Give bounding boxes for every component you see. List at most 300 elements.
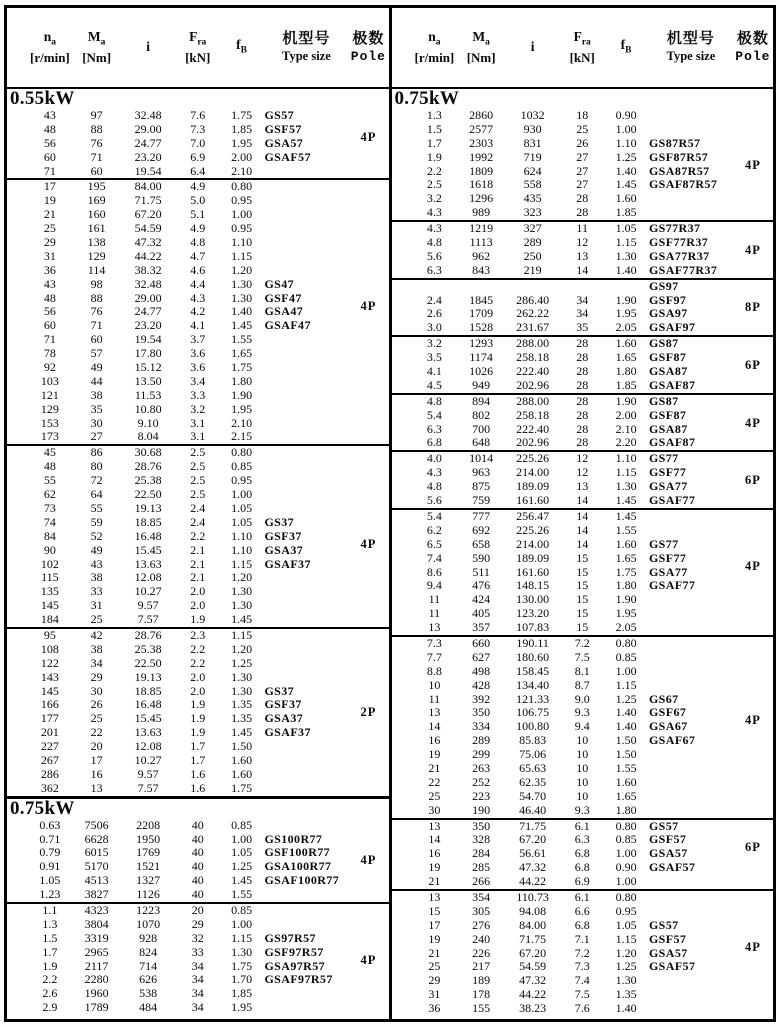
fra-cell: 7.5 [574,987,590,1002]
fra-cell: 6.3 [574,832,590,847]
na-cell: 7.3 [426,635,442,650]
na-cell: 3.2 [426,336,442,351]
fra-cell: 7.4 [574,973,590,988]
na-cell: 1.1 [42,902,58,917]
ratio-cell: 67.20 [519,832,547,847]
type-size-label [649,621,733,635]
spec-row [7,446,389,460]
ratio-cell: 30.68 [134,445,162,460]
ratio-cell: 19.54 [134,332,162,347]
ratio-cell: 289 [523,235,542,250]
fb-cell: 1.50 [615,747,637,762]
type-size-label: GSA97 [648,306,688,321]
ratio-cell: 435 [523,191,542,206]
spec-row [392,593,774,607]
na-cell [411,280,459,294]
type-size-label: GSA37 [264,711,304,726]
type-size-label: GS67 [648,691,679,706]
fb-cell: 1.60 [615,191,637,206]
na-cell: 6.3 [426,421,442,436]
ratio-cell [504,280,561,294]
fb-cell: 1.00 [615,846,637,861]
fb-cell: 0.95 [231,473,253,488]
type-size-label: GSA97R57 [264,958,325,973]
fra-cell: 6.8 [574,846,590,861]
fra-cell: 2.2 [190,655,206,670]
pole-label: 4P [360,536,377,551]
ratio-cell: 538 [139,986,158,1001]
ratio-cell: 262.22 [516,306,550,321]
ratio-cell: 75.06 [519,747,547,762]
spec-row [392,988,774,1002]
fb-cell: 1.20 [231,570,253,585]
fra-cell: 10 [576,747,589,762]
ma-cell: 660 [472,635,491,650]
ma-cell: 334 [472,719,491,734]
ratio-cell: 1070 [136,916,161,931]
fb-cell: 1.20 [615,945,637,960]
na-cell: 143 [40,669,59,684]
fra-cell: 40 [191,845,204,860]
ma-cell: 160 [87,207,106,222]
fb-cell: 1.60 [231,766,253,781]
ratio-cell: 71.75 [519,818,547,833]
ratio-cell: 47.32 [519,973,547,988]
ma-cell: 2965 [84,944,109,959]
fra-cell: 34 [191,1000,204,1015]
spec-row [7,194,389,208]
ratio-cell: 484 [139,1000,158,1015]
ratio-cell: 202.96 [516,435,550,450]
ma-cell: 49 [90,360,103,375]
fb-cell: 1.10 [231,235,253,250]
spec-row [392,552,774,566]
section-title: 0.75kW [394,88,460,109]
fra-cell: 11 [576,221,588,236]
ma-cell: 97 [90,108,103,122]
spec-block [7,902,389,1015]
spec-row [7,319,389,333]
na-cell: 0.91 [39,859,61,874]
fb-cell: 1.05 [231,514,253,529]
type-size-label: GS57 [648,818,679,833]
fb-cell: 1.40 [615,719,637,734]
type-size-label: GSAF77 [648,578,696,593]
na-cell: 5.4 [426,508,442,523]
type-size-label: GSA47 [264,304,304,319]
fra-cell: 15 [576,578,589,593]
pole-label: 8P [745,300,761,315]
na-cell: 5.6 [426,248,442,263]
type-size-label [264,819,348,833]
ma-cell: 266 [472,874,491,889]
fra-cell: 28 [576,435,589,450]
fb-cell: 1.60 [615,536,637,551]
ratio-cell: 161.60 [516,493,550,508]
fra-cell: 6.1 [574,889,590,904]
fb-cell: 1.95 [615,306,637,321]
ma-cell: 178 [472,987,491,1002]
type-size-label: GSA57 [264,135,304,150]
fb-cell: 1.95 [231,135,253,150]
ratio-cell: 9.57 [137,598,159,613]
ma-cell: 802 [472,407,491,422]
ma-cell: 98 [90,276,103,291]
ratio-cell: 9.57 [137,766,159,781]
na-cell: 4.3 [426,221,442,236]
fra-cell: 4.6 [190,262,206,277]
fb-cell: 1.55 [615,760,637,775]
na-cell: 6.8 [426,435,442,450]
spec-row [392,804,774,818]
spec-row [7,502,389,516]
na-cell: 29 [43,235,56,250]
fra-cell: 2.5 [190,473,206,488]
fb-cell: 1.65 [615,788,637,803]
fb-cell: 0.90 [615,860,637,875]
fb-cell: 1.60 [615,774,637,789]
ma-cell: 52 [90,528,103,543]
na-cell: 1.23 [39,887,61,902]
fb-cell: 1.40 [231,304,253,319]
fb-cell: 1.00 [231,916,253,931]
ma-cell: 350 [472,705,491,720]
column-header-type-size: 机型号 Type size [666,31,716,64]
spec-block [392,635,774,818]
spec-row [392,720,774,734]
fb-cell: 1.55 [615,522,637,537]
fra-cell: 1.9 [190,725,206,740]
ratio-cell: 44.22 [134,248,162,263]
ratio-cell: 19.13 [134,500,162,515]
ratio-cell: 180.60 [516,649,550,664]
na-cell: 1.5 [42,930,58,945]
fra-cell: 4.4 [190,276,206,291]
type-size-label [264,629,348,643]
ratio-cell: 19.54 [134,163,162,178]
na-cell: 11 [428,592,441,607]
fb-cell: 1.15 [231,248,253,263]
ma-cell: 13 [90,780,103,795]
fra-cell: 20 [191,902,204,917]
ratio-cell: 12.08 [134,739,162,754]
fra-cell: 15 [576,606,589,621]
fra-cell: 7.3 [190,121,206,136]
type-size-label [264,474,348,488]
fb-cell: 1.45 [231,318,253,333]
fb-cell: 1.45 [231,612,253,627]
spec-row [7,754,389,768]
ma-cell: 33 [90,584,103,599]
fb-cell: 1.25 [231,655,253,670]
ma-cell: 357 [472,620,491,635]
type-size-label: GS47 [264,276,295,291]
na-cell: 15 [428,903,441,918]
spec-row [392,607,774,621]
column-header-fra: $F_{ra}$ [kN] [185,29,211,65]
spec-row [392,365,774,379]
spec-row [7,361,389,375]
fb-cell: 1.35 [615,987,637,1002]
spec-row [7,109,389,123]
fra-cell: 14 [576,536,589,551]
ratio-cell: 7.57 [137,780,159,795]
ma-cell: 88 [90,290,103,305]
ma-cell: 5170 [84,859,109,874]
fra-cell: 27 [576,163,589,178]
ma-cell: 276 [472,917,491,932]
ma-cell: 49 [90,542,103,557]
ratio-cell: 67.20 [134,207,162,222]
fb-cell: 1.10 [615,451,637,466]
fb-cell: 1.05 [231,500,253,515]
type-size-label: GS37 [264,683,295,698]
ratio-cell: 107.83 [516,620,550,635]
type-size-label [264,904,348,918]
type-size-label [649,524,733,538]
type-size-label: GSAF87R57 [648,177,718,192]
spec-row [7,599,389,613]
type-size-label: GSA57 [648,945,688,960]
fra-cell: 9.0 [574,691,590,706]
type-size-label [649,988,733,1002]
ratio-cell: 1223 [136,902,161,917]
fra-cell: 33 [191,944,204,959]
type-size-label: GS97R57 [264,930,316,945]
na-cell: 2.4 [426,292,442,307]
fb-cell: 2.10 [615,421,637,436]
ma-cell: 1219 [469,221,494,236]
spec-block [392,450,774,508]
type-size-label [649,905,733,919]
fra-cell: 34 [191,986,204,1001]
ma-cell: 169 [87,193,106,208]
spec-row [392,861,774,875]
na-cell: 11 [428,691,441,706]
fb-cell: 1.05 [615,221,637,236]
ratio-cell: 558 [523,177,542,192]
ratio-cell: 8.04 [137,429,159,444]
ma-cell: 252 [472,774,491,789]
ratio-cell: 214.00 [516,536,550,551]
spec-row [7,698,389,712]
fra-cell: 2.1 [190,556,206,571]
spec-row [7,558,389,572]
fb-cell: 1.30 [231,683,253,698]
type-size-label [649,891,733,905]
ma-cell: 59 [90,514,103,529]
ma-cell: 1709 [469,306,494,321]
type-size-label: GS97 [648,278,679,293]
spec-row [392,621,774,635]
na-cell: 121 [40,387,59,402]
fb-cell: 1.05 [615,917,637,932]
spec-row [7,347,389,361]
na-cell: 14 [428,719,441,734]
na-cell: 73 [43,500,56,515]
ratio-cell: 134.40 [516,677,550,692]
spec-row [392,178,774,192]
fra-cell: 6.6 [574,903,590,918]
fb-cell: 1.40 [615,163,637,178]
ratio-cell: 29.00 [134,290,162,305]
fra-cell: 40 [191,873,204,888]
fb-cell: 1.80 [615,802,637,817]
na-cell: 267 [40,752,59,767]
ma-cell: 777 [472,508,491,523]
spec-row [7,389,389,403]
fb-cell: 1.75 [615,564,637,579]
ma-cell: 60 [90,163,103,178]
spec-row [392,891,774,905]
ma-cell: 1789 [84,1000,109,1015]
fra-cell: 14 [576,508,589,523]
ratio-cell: 231.67 [516,320,550,335]
type-size-label: GSF87 [648,407,687,422]
na-cell: 13 [428,818,441,833]
na-cell: 13 [428,705,441,720]
ratio-cell: 23.20 [134,149,162,164]
type-size-label [264,208,348,222]
type-size-label: GSAF100R77 [264,873,340,888]
fra-cell: 2.5 [190,459,206,474]
spec-row [7,208,389,222]
fra-cell: 28 [576,350,589,365]
type-size-label: GS87 [648,336,679,351]
spec-row [392,847,774,861]
na-cell: 122 [40,655,59,670]
spec-row [7,629,389,643]
spec-row [7,571,389,585]
ma-cell: 30 [90,415,103,430]
type-size-label: GSF37 [264,697,302,712]
na-cell: 108 [40,641,59,656]
column-header-row [392,8,774,89]
na-cell: 17 [428,917,441,932]
type-size-label [264,194,348,208]
fb-cell: 0.85 [231,459,253,474]
type-size-label [649,607,733,621]
fra-cell: 35 [576,320,589,335]
ratio-cell: 190.11 [516,635,549,650]
ma-cell: 1845 [469,292,494,307]
fra-cell: 4.2 [190,304,206,319]
fra-cell: 4.1 [190,318,206,333]
na-cell: 103 [40,373,59,388]
type-size-label: GSAF37 [264,556,311,571]
fb-cell: 1.65 [231,346,253,361]
fra-cell: 6.9 [574,874,590,889]
ratio-cell: 626 [139,972,158,987]
ma-cell: 76 [90,135,103,150]
type-size-label [264,488,348,502]
na-cell: 71 [43,163,56,178]
type-size-label: GSAF57 [648,860,696,875]
spec-row [392,151,774,165]
ma-cell: 590 [472,550,491,565]
spec-row [392,748,774,762]
ratio-cell: 222.40 [516,421,550,436]
ratio-cell: 38.32 [134,262,162,277]
ratio-cell: 18.85 [134,683,162,698]
type-size-label: GSF87R57 [648,149,709,164]
ma-cell: 30 [90,683,103,698]
na-cell: 48 [43,459,56,474]
spec-row [7,712,389,726]
na-cell: 43 [43,276,56,291]
spec-row [7,222,389,236]
ratio-cell: 84.00 [134,179,162,194]
type-size-label: GSF57 [264,121,302,136]
na-cell: 21 [43,207,56,222]
na-cell: 21 [428,874,441,889]
ratio-cell: 1327 [136,873,161,888]
ratio-cell: 12.08 [134,570,162,585]
fb-cell: 1.75 [231,780,253,795]
fra-cell: 13 [576,248,589,263]
spec-row [7,740,389,754]
fb-cell: 0.80 [231,445,253,460]
ratio-cell: 189.09 [516,550,550,565]
type-size-label: GS57 [648,917,679,932]
ratio-cell: 9.10 [137,415,159,430]
type-size-label: GS87 [648,393,679,408]
fb-cell: 0.90 [615,108,637,122]
spec-block [7,627,389,796]
type-size-label [264,888,348,902]
fb-cell: 1.50 [231,739,253,754]
fb-cell: 1.90 [615,592,637,607]
type-size-label [649,109,733,123]
ma-cell: 35 [90,401,103,416]
fb-cell: 1.45 [615,493,637,508]
ratio-cell: 714 [139,958,158,973]
ratio-cell: 19.13 [134,669,162,684]
ratio-cell: 25.38 [134,641,162,656]
spec-row [392,919,774,933]
na-cell: 3.2 [426,191,442,206]
spec-row [392,790,774,804]
column-header-ma: $M_a$ [Nm] [82,29,112,65]
fb-cell: 1.75 [231,108,253,122]
ma-cell: 511 [472,564,490,579]
type-size-label: GSF57 [648,832,687,847]
spec-row [392,762,774,776]
ratio-cell: 1769 [136,845,161,860]
spec-row [7,726,389,740]
ratio-cell: 1126 [136,887,160,902]
ma-cell: 2117 [84,958,109,973]
type-size-label [264,782,348,796]
spec-row [7,888,389,902]
na-cell: 25 [43,221,56,236]
type-size-label [264,460,348,474]
fb-cell: 1.00 [231,487,253,502]
spec-row [7,474,389,488]
ma-cell: 1113 [469,235,493,250]
pole-label: 4P [745,242,761,257]
fra-cell: 10 [576,733,589,748]
ratio-cell: 148.15 [516,578,550,593]
fb-cell: 1.70 [231,972,253,987]
spec-row [7,918,389,932]
na-cell: 1.7 [426,135,442,150]
na-cell: 36 [43,262,56,277]
spec-row [392,480,774,494]
ma-cell: 60 [90,332,103,347]
ratio-cell: 47.32 [519,860,547,875]
spec-row [7,782,389,796]
